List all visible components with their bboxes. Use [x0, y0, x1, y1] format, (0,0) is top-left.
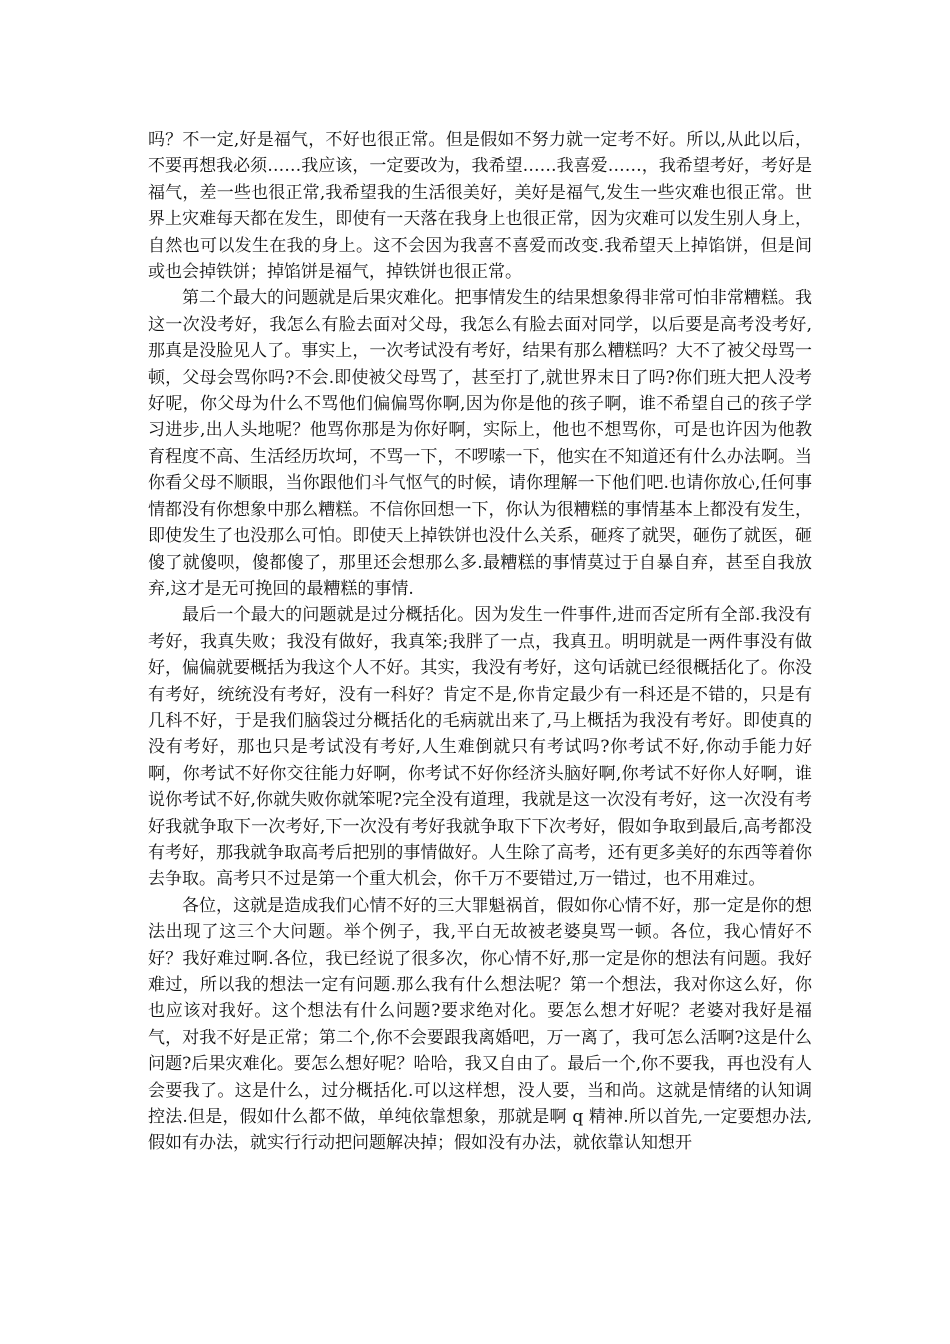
paragraph-2: 第二个最大的问题就是后果灾难化。把事情发生的结果想象得非常可怕非常糟糕。我这一次没考好，我怎么有脸去面对父母，我怎么有脸去面对同学，以后要是高考没考好,那真是没脸见人了。事实上，一次考试没有考好，结果有那么糟糕吗？大不了被父母骂一顿，父母会骂你吗?不会.即使被父母骂了，甚至打了,就世界末日了吗?你们班大把人没考好呢，你父母为什么不骂他们偏偏骂你啊,因为你是他的孩子啊，谁不希望自己的孩子学习进步,出人头地呢？他骂你那是为你好啊，实际上，他也不想骂你，可是也许因为他教育程度不高、生活经历坎坷，不骂一下，不啰嗦一下，他实在不知道还有什么办法啊。当你看父母不顺眼，当你跟他们斗气怄气的时候，请你理解一下他们吧.也请你放心,任何事情都没有你想象中那么糟糕。不信你回想一下，你认为很糟糕的事情基本上都没有发生，即使发生了也没那么可怕。即使天上掉铁饼也没什么关系，砸疼了就哭，砸伤了就医，砸傻了就傻呗，傻都傻了，那里还会想那么多.最糟糕的事情莫过于自暴自弃，甚至自我放弃,这才是无可挽回的最糟糕的事情.: [148, 288, 812, 599]
paragraph-4: 各位，这就是造成我们心情不好的三大罪魁祸首，假如你心情不好，那一定是你的想法出现了这三个大问题。举个例子，我,平白无故被老婆臭骂一顿。各位，我心情好不好？我好难过啊.各位，我已经说了很多次，你心情不好,那一定是你的想法有问题。我好难过，所以我的想法一定有问题.那么我有什么想法呢？第一个想法，我对你这么好，你也应该对我好。这个想法有什么问题?要求绝对化。要怎么想才好呢？老婆对我好是福气，对我不好是正常；第二个,你不会要跟我离婚吧，万一离了，我可怎么活啊?这是什么问题?后果灾难化。要怎么想好呢？哈哈，我又自由了。最后一个,你不要我，再也没有人会要我了。这是什么，过分概括化.可以这样想，没人要，当和尚。这就是情绪的认知调控法.但是，假如什么都不做，单纯依靠想象，那就是啊 q 精神.所以首先,一定要想办法,假如有办法，就实行行动把问题解决掉；假如没有办法，就依靠认知想开: [148, 895, 812, 1154]
paragraph-3: 最后一个最大的问题就是过分概括化。因为发生一件事件,进而否定所有全部.我没有考好，我真失败；我没有做好，我真笨;我胖了一点，我真丑。明明就是一两件事没有做好，偏偏就要概括为我这个人不好。其实，我没有考好，这句话就已经很概括化了。你没有考好，统统没有考好，没有一科好？肯定不是,你肯定最少有一科还是不错的，只是有几科不好，于是我们脑袋过分概括化的毛病就出来了,马上概括为我没有考好。即使真的没有考好，那也只是考试没有考好,人生难倒就只有考试吗?你考试不好,你动手能力好啊，你考试不好你交往能力好啊，你考试不好你经济头脑好啊,你考试不好你人好啊，谁说你考试不好,你就失败你就笨呢?完全没有道理，我就是这一次没有考好，这一次没有考好我就争取下一次考好,下一次没有考好我就争取下下次考好，假如争取到最后,高考都没有考好，那我就争取高考后把别的事情做好。人生除了高考，还有更多美好的东西等着你去争取。高考只不过是第一个重大机会，你千万不要错过,万一错过，也不用难过。: [148, 605, 812, 890]
document-body: [148, 127, 812, 1157]
paragraph-1: 吗？不一定,好是福气，不好也很正常。但是假如不努力就一定考不好。所以,从此以后，不要再想我必须……我应该，一定要改为，我希望……我喜爱……，我希望考好，考好是福气，差一些也很正常,我希望我的生活很美好，美好是福气,发生一些灾难也很正常。世界上灾难每天都在发生，即使有一天落在我身上也很正常，因为灾难可以发生别人身上，自然也可以发生在我的身上。这不会因为我喜不喜爱而改变.我希望天上掉馅饼，但是间或也会掉铁饼；掉馅饼是福气，掉铁饼也很正常。: [148, 130, 812, 283]
